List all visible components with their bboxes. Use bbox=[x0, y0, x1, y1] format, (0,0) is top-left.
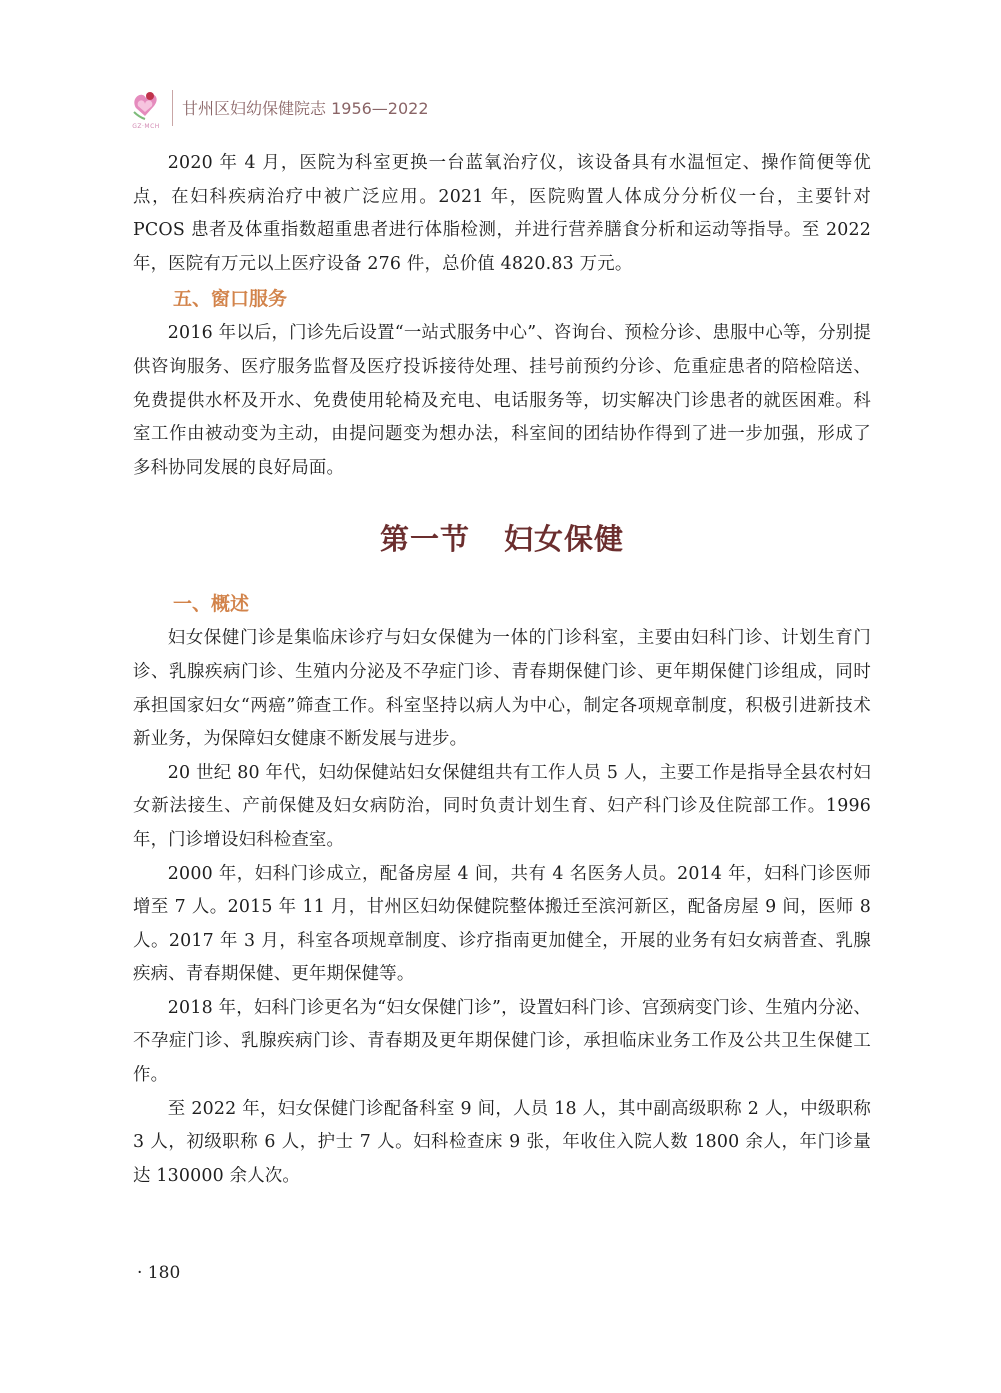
section-name: 妇女保健 bbox=[504, 522, 625, 557]
header-divider bbox=[172, 90, 173, 126]
book-title: 甘州区妇幼保健院志 1956—2022 bbox=[182, 99, 429, 118]
paragraph: 2018 年，妇科门诊更名为“妇女保健门诊”，设置妇科门诊、宫颈病变门诊、生殖内分泌、不孕症门诊、乳腺疾病门诊、青春期及更年期保健门诊，承担临床业务工作及公共卫生保健工作。 bbox=[133, 997, 871, 1086]
paragraph: 2000 年，妇科门诊成立，配备房屋 4 间，共有 4 名医务人员。2014 年，妇科门诊医师增至 7 人。2015 年 11 月，甘州区妇幼保健院整体搬迁至滨河新区，配备房屋 9 间，医师 8 人。2017 年 3 月，科室各项规章制度、诊疗指南更加健全，开展的业务有妇女病普查、乳腺疾病、青春期保健、更年期保健等。 bbox=[133, 863, 871, 985]
paragraph: 2020 年 4 月，医院为科室更换一台蓝氧治疗仪，该设备具有水温恒定、操作简便等优点，在妇科疾病治疗中被广泛应用。2021 年，医院购置人体成分分析仪一台，主要针对 PCOS 患者及体重指数超重患者进行体脂检测，并进行营养膳食分析和运动等指导。至 2022 年，医院有万元以上医疗设备 276 件，总价值 4820.83 万元。 bbox=[133, 153, 871, 274]
page-number: · 180 bbox=[137, 1263, 181, 1283]
running-header bbox=[128, 86, 548, 132]
paragraph: 妇女保健门诊是集临床诊疗与妇女保健为一体的门诊科室，主要由妇科门诊、计划生育门诊、乳腺疾病门诊、生殖内分泌及不孕症门诊、青春期保健门诊、更年期保健门诊组成，同时承担国家妇女“两癌”筛查工作。科室坚持以病人为中心，制定各项规章制度，积极引进新技术新业务，为保障妇女健康不断发展与进步。 bbox=[133, 628, 871, 750]
section-title bbox=[133, 517, 871, 558]
logo-text: GZ·MCH bbox=[132, 123, 160, 130]
paragraph: 20 世纪 80 年代，妇幼保健站妇女保健组共有工作人员 5 人，主要工作是指导全县农村妇女新法接生、产前保健及妇女病防治，同时负责计划生育、妇产科门诊及住院部工作。1996 年，门诊增设妇科检查室。 bbox=[133, 762, 871, 850]
paragraph: 至 2022 年，妇女保健门诊配备科室 9 间，人员 18 人，其中副高级职称 2 人，中级职称 3 人，初级职称 6 人，护士 7 人。妇科检查床 9 张，年收住入院人数 1800 余人，年门诊量达 130000 余人次。 bbox=[133, 1098, 871, 1186]
subheading-overview: 一、概述 bbox=[173, 593, 250, 616]
subheading-window-service: 五、窗口服务 bbox=[173, 288, 288, 311]
page-body bbox=[133, 147, 871, 1193]
section-number: 第一节 bbox=[379, 522, 470, 557]
paragraph: 2016 年以后，门诊先后设置“一站式服务中心”、咨询台、预检分诊、患服中心等，分别提供咨询服务、医疗服务监督及医疗投诉接待处理、挂号前预约分诊、危重症患者的陪检陪送、免费提供水杯及开水、免费使用轮椅及充电、电话服务等，切实解决门诊患者的就医困难。科室工作由被动变为主动，由提问题变为想办法，科室间的团结协作得到了进一步加强，形成了多科协同发展的良好局面。 bbox=[133, 323, 871, 478]
